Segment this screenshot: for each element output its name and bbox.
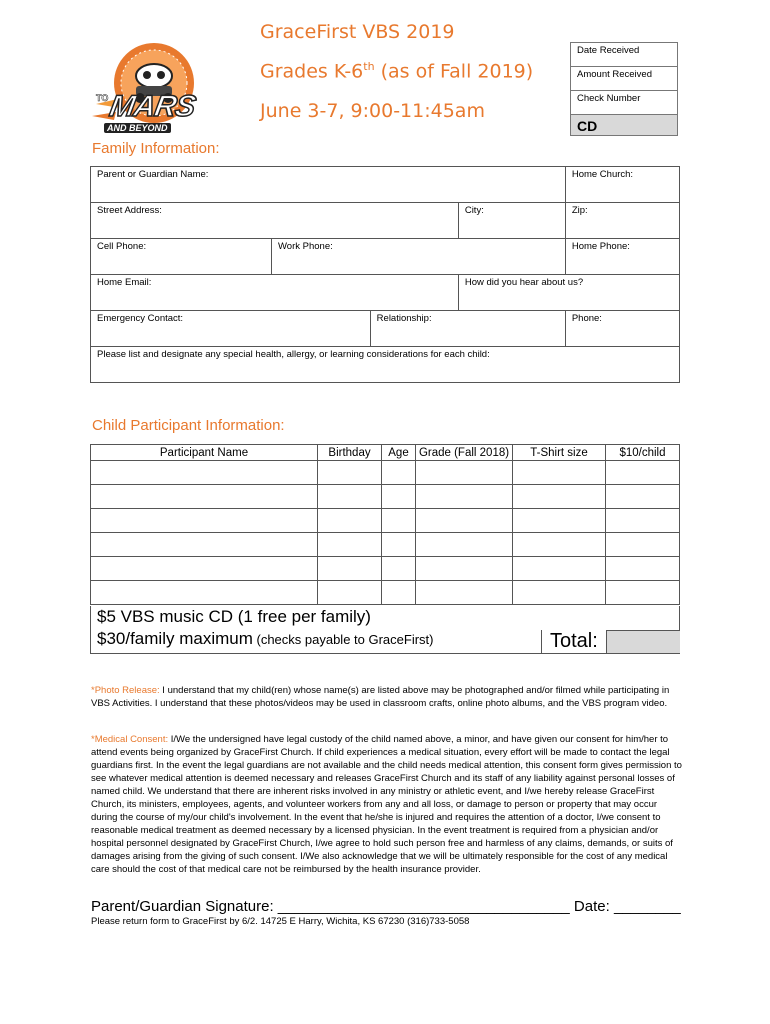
- home-church-field[interactable]: Home Church:: [565, 167, 679, 203]
- family-heading: Family Information:: [92, 140, 220, 157]
- street-address-field[interactable]: Street Address:: [91, 203, 459, 239]
- col-fee: $10/child: [606, 445, 680, 461]
- signature-line[interactable]: Parent/Guardian Signature: ___________________________________ Date: ________: [91, 898, 681, 915]
- home-phone-field[interactable]: Home Phone:: [565, 239, 679, 275]
- total-field[interactable]: [606, 630, 680, 653]
- child-heading: Child Participant Information:: [92, 417, 285, 434]
- work-phone-field[interactable]: Work Phone:: [272, 239, 566, 275]
- col-birthday: Birthday: [318, 445, 382, 461]
- zip-field[interactable]: Zip:: [565, 203, 679, 239]
- medical-consent: *Medical Consent: I/We the undersigned have legal custody of the child named above, a minor, and have given our consent for him/her to attend events being organized by GraceFirst Church. If child experiences a medical situation, every effort will be made to contact the legal guardians first. In the event the legal guardians are not available and the child needs medical attention, this consent form gives permission to see whatever medical attention is deemed necessary and releases GraceFirst Church and its staff of any liability against personal losses of named child. We understand that there are inherent risks involved in any ministry or athletic event, and I/we hereby release GraceFirst Church, its ministers, employees, agents, and volunteer workers from any and all loss, or damage to person or property that may occur during the course of my/our child's involvement. In the event that he/she is injured and requires the attention of a doctor, I/we consent to reasonable medical treatment as deemed necessary by a licensed physician. In the event treatment is required from a physician and/or hospital personnel designated by GraceFirst Church, I/we agree to hold such person free and harmless of any claims, demands, or suits of damages arising from the giving of such consent. I/We also acknowledge that we will be ultimately responsible for the cost of any medical care should the cost of that medical care not be reimbursed by the health insurance provider.: [91, 734, 682, 875]
- table-row: [91, 581, 680, 605]
- col-tshirt: T-Shirt size: [513, 445, 606, 461]
- parent-name-field[interactable]: Parent or Guardian Name:: [91, 167, 566, 203]
- total-label: Total:: [541, 630, 606, 653]
- vbs-logo: [92, 38, 210, 138]
- cell-phone-field[interactable]: Cell Phone:: [91, 239, 272, 275]
- return-instructions: Please return form to GraceFirst by 6/2. 14725 E Harry, Wichita, KS 67230 (316)733-5058: [91, 916, 470, 927]
- dates-line: June 3-7, 9:00-11:45am: [260, 100, 485, 122]
- table-row: [91, 461, 680, 485]
- cd-offer: $5 VBS music CD (1 free per family): [97, 607, 371, 626]
- check-number-box[interactable]: Check Number: [570, 90, 678, 115]
- heard-about-field[interactable]: How did you hear about us?: [458, 275, 679, 311]
- logo-to: TO: [96, 93, 109, 103]
- date-received-box[interactable]: Date Received: [570, 42, 678, 67]
- logo-mars: MARS: [107, 90, 198, 123]
- photo-release: *Photo Release: I understand that my child(ren) whose name(s) are listed above may be photographed and/or filmed while participating in VBS Activities. I understand that these photos/videos may be used in classroom crafts, online photo albums, and the VBS program video.: [91, 685, 670, 709]
- table-row: [91, 509, 680, 533]
- relationship-field[interactable]: Relationship:: [370, 311, 565, 347]
- table-row: [91, 557, 680, 581]
- event-title: GraceFirst VBS 2019: [260, 21, 455, 43]
- amount-received-box[interactable]: Amount Received: [570, 66, 678, 91]
- cd-box[interactable]: CD: [570, 114, 678, 136]
- table-row: [91, 533, 680, 557]
- col-age: Age: [382, 445, 416, 461]
- special-considerations-field[interactable]: Please list and designate any special health, allergy, or learning considerations for each child:: [91, 347, 680, 383]
- col-participant-name: Participant Name: [91, 445, 318, 461]
- participant-table: [90, 444, 680, 605]
- family-info-table: [90, 166, 680, 383]
- family-maximum: $30/family maximum (checks payable to GraceFirst): [97, 629, 434, 648]
- phone-field[interactable]: Phone:: [565, 311, 679, 347]
- totals-box: [90, 606, 680, 654]
- home-email-field[interactable]: Home Email:: [91, 275, 459, 311]
- logo-beyond: AND BEYOND: [104, 123, 171, 133]
- table-row: [91, 485, 680, 509]
- col-grade: Grade (Fall 2018): [416, 445, 513, 461]
- city-field[interactable]: City:: [458, 203, 565, 239]
- grades-line: Grades K-6th (as of Fall 2019): [260, 60, 534, 83]
- emergency-contact-field[interactable]: Emergency Contact:: [91, 311, 371, 347]
